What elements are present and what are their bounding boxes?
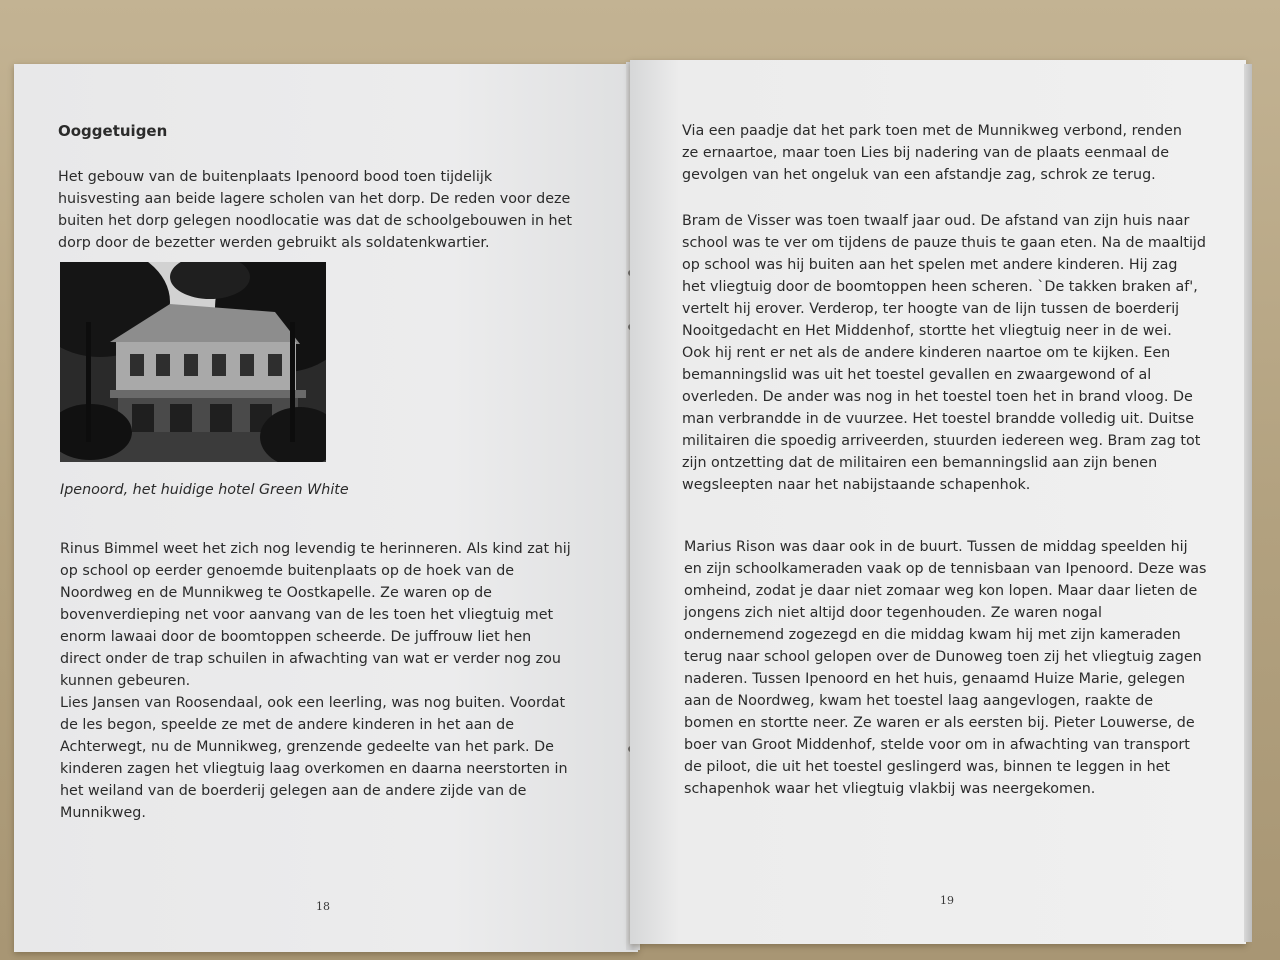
- right-page: [630, 60, 1246, 944]
- photo-caption: Ipenoord, het huidige hotel Green White: [60, 482, 349, 498]
- page-edge: [1244, 64, 1252, 942]
- hotel-building-image: [60, 262, 326, 462]
- left-page: [14, 64, 638, 952]
- left-paragraph-2: Rinus Bimmel weet het zich nog levendig te herinneren. Als kind zat hij op school op eerder genoemde buitenplaats op de hoek van de Noordweg en de Munnikweg te Oostkapelle. Ze waren op de bovenverdieping net voor aanvang van de les toen het vliegtuig met enorm lawaai door de boomtoppen scheerde. De juffrouw liet hen direct onder de trap schuilen in afwachting van wat er verder nog zou kunnen gebeuren. Lies Jansen van Roosendaal, ook een leerling, was nog buiten. Voordat de les begon, speelde ze met de andere kinderen in het aan de Achterwegt, nu de Munnikweg, grenzende gedeelte van het park. De kinderen zagen het vliegtuig laag overkomen en daarna neerstorten in het weiland van de boerderij gelegen aan de andere zijde van de Munnikweg.: [60, 541, 571, 821]
- page-number-left: 18: [316, 900, 330, 913]
- section-heading: Ooggetuigen: [58, 122, 168, 140]
- right-paragraph-1: Via een paadje dat het park toen met de Munnikweg verbond, renden ze ernaartoe, maar toen Lies bij nadering van de plaats eenmaal de gevolgen van het ongeluk van een afstandje zag, schrok ze terug.: [682, 123, 1182, 183]
- hotel-photo: [60, 262, 326, 462]
- page-number-right: 19: [940, 894, 954, 907]
- right-paragraph-2: Bram de Visser was toen twaalf jaar oud. De afstand van zijn huis naar school was te ver om tijdens de pauze thuis te gaan eten. Na de maaltijd op school was hij buiten aan het spelen met andere kinderen. Hij zag het vliegtuig door de boomtoppen heen scheren. `De takken braken af', vertelt hij erover. Verderop, ter hoogte van de lijn tussen de boerderij Nooitgedacht en Het Middenhof, stortte het vliegtuig neer in de wei. Ook hij rent er net als de andere kinderen naartoe om te kijken. Een bemanningslid was uit het toestel gevallen en zwaargewond of al overleden. De ander was nog in het toestel toen het in brand vloog. De man verbrandde in de vuurzee. Het toestel brandde volledig uit. Duitse militairen die spoedig arriveerden, stuurden iedereen weg. Bram zag tot zijn ontzetting dat de militairen een bemanningslid aan zijn benen wegsleepten naar het nabijstaande schapenhok.: [682, 213, 1206, 493]
- left-paragraph-1: Het gebouw van de buitenplaats Ipenoord bood toen tijdelijk huisvesting aan beide lagere scholen van het dorp. De reden voor deze buiten het dorp gelegen noodlocatie was dat de schoolgebouwen in het dorp door de bezetter werden gebruikt als soldatenkwartier.: [58, 169, 573, 251]
- right-paragraph-3: Marius Rison was daar ook in de buurt. Tussen de middag speelden hij en zijn schoolkameraden vaak op de tennisbaan van Ipenoord. Deze was omheind, zodat je daar niet zomaar weg kon lopen. Maar daar lieten de jongens zich niet altijd door tegenhouden. Ze waren nogal ondernemend zogezegd en die middag kwam hij met zijn kameraden terug naar school gelopen over de Dunoweg toen zij het vliegtuig zagen naderen. Tussen Ipenoord en het huis, genaamd Huize Marie, gelegen aan de Noordweg, kwam het toestel laag aangevlogen, raakte de bomen en stortte neer. Ze waren er als eersten bij. Pieter Louwerse, de boer van Groot Middenhof, stelde voor om in afwachting van transport de piloot, die uit het toestel geslingerd was, binnen te leggen in het schapenhok waar het vliegtuig vlakbij was neergekomen.: [684, 539, 1207, 797]
